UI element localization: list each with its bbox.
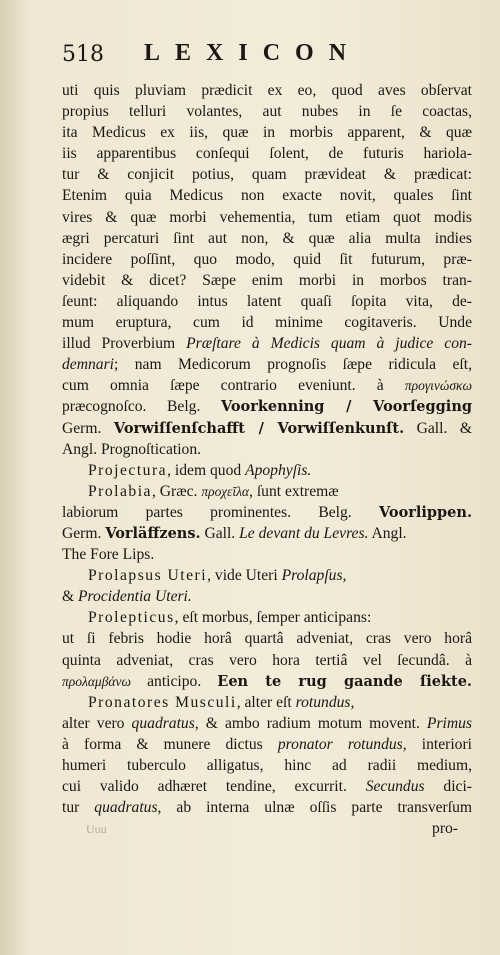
text-run: Angl. Prognoſtication. xyxy=(62,440,202,458)
text-run: videbit & dicet? Sæpe enim morbi in morbos tran- xyxy=(62,271,472,289)
text-run: Vorläffzens. xyxy=(105,524,201,542)
text-line xyxy=(62,755,472,776)
text-run: , Græc. xyxy=(151,482,202,500)
text-line xyxy=(62,101,472,122)
text-run: mum eruptura, cum id minime cogitaveris. Unde xyxy=(62,314,472,332)
text-run: Apophyſis. xyxy=(245,461,312,479)
text-line xyxy=(62,143,472,164)
text-run: vires & quæ morbi vehementia, tum etiam quot modis xyxy=(62,208,472,226)
text-run: uti quis pluviam prædicit ex eo, quod aves obſervat xyxy=(62,82,472,99)
text-line xyxy=(62,333,472,354)
text-line xyxy=(62,502,472,523)
text-run: Gall. xyxy=(200,524,240,542)
text-line xyxy=(62,270,472,291)
page-number: 518 xyxy=(62,42,104,67)
catchword: pro- xyxy=(432,820,458,838)
text-line xyxy=(62,312,472,333)
text-run: demnari xyxy=(62,356,114,374)
text-run: illud Proverbium xyxy=(62,335,187,353)
text-run: cui valido adhæret tendine, excurrit. xyxy=(62,778,366,796)
text-run: præcognoſco. Belg. xyxy=(62,398,221,416)
text-line xyxy=(62,713,472,734)
text-line xyxy=(62,439,472,460)
text-line xyxy=(62,185,472,206)
text-run: Voorkenning / Voorſegging xyxy=(220,398,472,416)
text-run: Een te rug gaande ſiekte. xyxy=(217,672,472,690)
text-run: Vorwiſſenſchafft / Vorwiſſenkunſt. xyxy=(113,419,405,437)
text-run: , interiori xyxy=(402,735,472,753)
text-line xyxy=(62,460,472,481)
text-line xyxy=(62,586,472,607)
text-run: cum omnia ſæpe contrario eveniunt. à xyxy=(62,377,405,395)
text-run: iis apparentibus conſequi ſolent, de futuris hariola- xyxy=(62,145,472,163)
text-run: tur xyxy=(62,799,95,817)
text-line xyxy=(62,607,472,628)
text-run: , ſunt extremæ xyxy=(249,482,339,500)
text-line xyxy=(62,671,472,692)
entry-headword: Projectura xyxy=(88,461,168,479)
text-line xyxy=(62,122,472,143)
text-run: Primus xyxy=(426,714,472,732)
text-run: ; nam Medicorum prognoſis ſæpe ridicula eſt, xyxy=(113,356,472,374)
text-run: quinta adveniat, cras vero hora tertiâ vel ſecundâ. à xyxy=(62,651,472,669)
text-run: & xyxy=(62,588,79,606)
running-head: LEXICON xyxy=(144,40,362,66)
text-run: The Fore Lips. xyxy=(62,546,155,564)
text-run: προχεῖλα xyxy=(201,483,250,499)
text-run: pronator rotundus xyxy=(277,735,403,753)
text-run: ægri percaturi ſint aut non, & quæ alia multa indies xyxy=(62,229,472,247)
text-run: , & ambo radium motum movent. xyxy=(194,714,427,732)
text-run: , alter eſt xyxy=(236,693,296,711)
text-run: ſeunt: aliquando intus latent quaſi ſopita vita, de- xyxy=(62,292,472,310)
text-run: Le devant du Levres. xyxy=(239,524,369,542)
text-run: tur & conjicit potius, quam prævideat & prædicat: xyxy=(62,166,472,184)
text-run: anticipo. xyxy=(131,672,218,690)
body-text xyxy=(62,80,472,839)
text-line xyxy=(62,164,472,185)
text-run: dici- xyxy=(424,778,472,796)
text-run: προγινώσκω xyxy=(404,378,472,394)
text-run: quadratus xyxy=(94,799,158,817)
text-line xyxy=(62,481,472,502)
text-line xyxy=(62,291,472,312)
text-line xyxy=(62,228,472,249)
text-line xyxy=(62,354,472,375)
text-line xyxy=(62,80,472,101)
text-run: incidere poſſint, quo modo, quid ſit futurum, præ- xyxy=(62,250,472,268)
text-line xyxy=(62,207,472,228)
text-run: , idem quod xyxy=(167,461,246,479)
text-run: Procidentia Uteri. xyxy=(78,588,192,606)
entry-headword: Pronatores Musculi xyxy=(88,693,237,711)
text-run: alter vero xyxy=(62,714,132,732)
text-run: , eſt morbus, ſemper anticipans: xyxy=(174,609,372,627)
text-run: propius telluri volantes, aut nubes in ſe coactas, xyxy=(62,103,472,121)
text-run: labiorum partes prominentes. Belg. xyxy=(62,503,379,521)
text-lines xyxy=(62,80,472,818)
text-run: Præſtare à Medicis quam à judice con- xyxy=(186,335,472,353)
text-line xyxy=(62,650,472,671)
text-run: προλαμβάνω xyxy=(62,673,132,689)
text-line xyxy=(62,628,472,649)
text-run: , vide Uteri xyxy=(207,567,282,585)
text-run: Gall. & xyxy=(404,419,472,437)
text-run: Voorlippen. xyxy=(378,503,472,521)
footer-line xyxy=(62,818,472,839)
text-run: Prolapſus, xyxy=(281,567,347,585)
text-line xyxy=(62,797,472,818)
text-run: , ab interna ulnæ oſſis parte transverſum xyxy=(157,799,472,817)
text-run: Germ. xyxy=(62,419,114,437)
text-line xyxy=(62,544,472,565)
text-run: ita Medicus ex iis, quæ in morbis apparent, & quæ xyxy=(62,124,472,142)
text-line xyxy=(62,776,472,797)
text-line xyxy=(62,249,472,270)
text-line xyxy=(62,396,472,417)
text-run: quadratus xyxy=(131,714,195,732)
entry-headword: Prolapsus Uteri xyxy=(88,567,208,585)
text-run: Angl. xyxy=(368,524,407,542)
text-line xyxy=(62,692,472,713)
text-run: à forma & munere dictus xyxy=(62,735,278,753)
page-header xyxy=(62,40,460,76)
signature-mark: Uuu xyxy=(86,822,107,837)
text-line xyxy=(62,418,472,439)
entry-headword: Prolepticus xyxy=(88,609,175,627)
text-line xyxy=(62,523,472,544)
entry-headword: Prolabia xyxy=(88,482,152,500)
text-line xyxy=(62,375,472,396)
text-run: ut ſi febris hodie horâ quartâ adveniat, cras vero horâ xyxy=(62,630,472,648)
text-line xyxy=(62,734,472,755)
text-run: humeri tuberculo alligatus, hinc ad radii medium, xyxy=(62,757,472,774)
text-run: Secundus xyxy=(365,778,425,796)
text-run: Germ. xyxy=(62,524,106,542)
text-run: Etenim quia Medicus non exacte novit, quales ſint xyxy=(62,187,472,205)
text-line xyxy=(62,565,472,586)
text-run: rotundus, xyxy=(295,693,355,711)
